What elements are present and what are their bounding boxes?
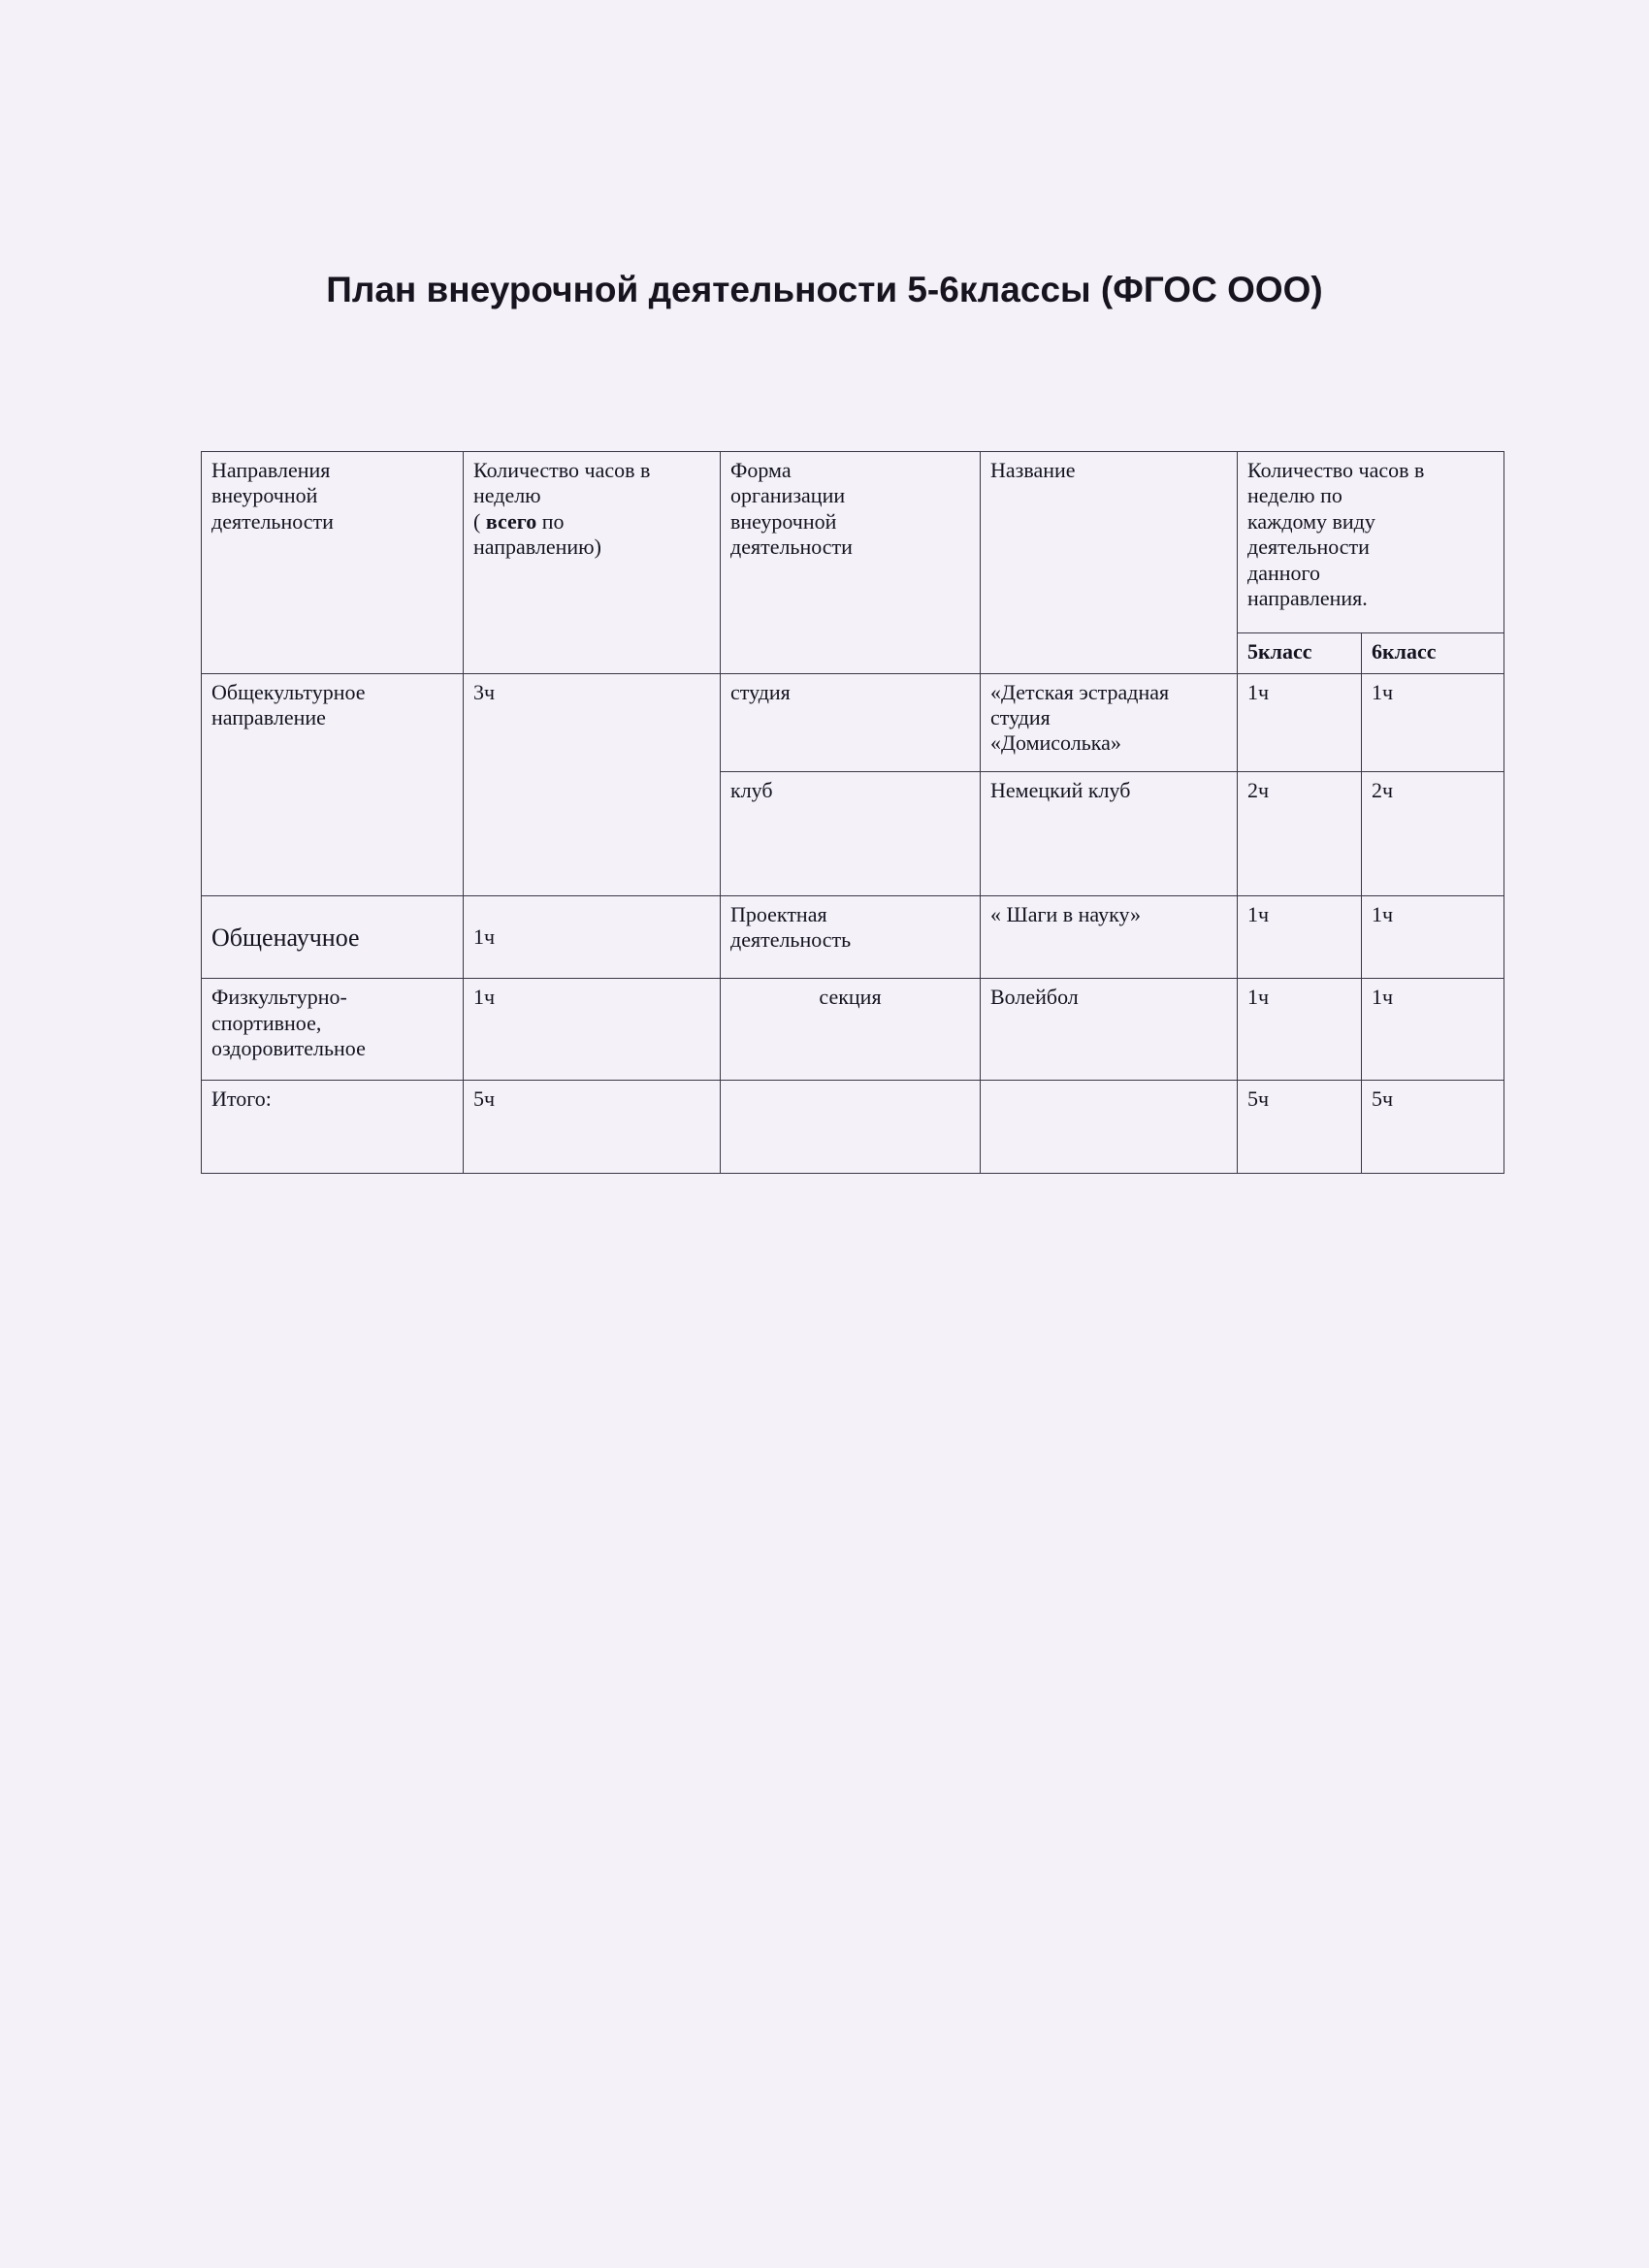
header-name: Название	[981, 452, 1238, 674]
cell-form-studio: студия	[721, 673, 981, 771]
header-row	[202, 452, 1504, 633]
cell-direction-science: Общенаучное	[202, 896, 464, 979]
cell-total-h6: 5ч	[1362, 1080, 1504, 1173]
cell-total-h5: 5ч	[1238, 1080, 1362, 1173]
cell-total-form-empty	[721, 1080, 981, 1173]
header-grade-6: 6класс	[1362, 632, 1504, 673]
cell-name-club: Немецкий клуб	[981, 772, 1238, 896]
cell-h6-studio: 1ч	[1362, 673, 1504, 771]
cell-h5-club: 2ч	[1238, 772, 1362, 896]
cell-name-sport: Волейбол	[981, 979, 1238, 1081]
cell-form-science: Проектная деятельность	[721, 896, 981, 979]
cell-name-studio: «Детская эстрадная студия «Домисолька»	[981, 673, 1238, 771]
cell-total-hours: 5ч	[464, 1080, 721, 1173]
table-row-science	[202, 896, 1504, 979]
activity-plan-table	[201, 451, 1504, 1174]
header-grade-5: 5класс	[1238, 632, 1362, 673]
cell-h5-sport: 1ч	[1238, 979, 1362, 1081]
table-row-sport	[202, 979, 1504, 1081]
cell-form-sport: секция	[721, 979, 981, 1081]
cell-hours-cultural: 3ч	[464, 673, 721, 895]
header-form: Форма организации внеурочной деятельности	[721, 452, 981, 674]
cell-h6-sport: 1ч	[1362, 979, 1504, 1081]
header-hours-each: Количество часов в неделю по каждому виду деятельности данного направления.	[1238, 452, 1504, 633]
cell-name-science: « Шаги в науку»	[981, 896, 1238, 979]
cell-h6-club: 2ч	[1362, 772, 1504, 896]
page-title: План внеурочной деятельности 5-6классы (ФГОС ООО)	[326, 270, 1323, 309]
cell-form-club: клуб	[721, 772, 981, 896]
table-row-total	[202, 1080, 1504, 1173]
cell-h5-studio: 1ч	[1238, 673, 1362, 771]
cell-total-label: Итого:	[202, 1080, 464, 1173]
header-direction: Направления внеурочной деятельности	[202, 452, 464, 674]
cell-total-name-empty	[981, 1080, 1238, 1173]
cell-direction-cultural: Общекультурное направление	[202, 673, 464, 895]
cell-h5-science: 1ч	[1238, 896, 1362, 979]
table-row-cultural-studio	[202, 673, 1504, 771]
cell-direction-sport: Физкультурно- спортивное, оздоровительное	[202, 979, 464, 1081]
header-hours-total: Количество часов в неделю ( всего по направлению)	[464, 452, 721, 674]
cell-hours-sport: 1ч	[464, 979, 721, 1081]
cell-h6-science: 1ч	[1362, 896, 1504, 979]
cell-hours-science: 1ч	[464, 896, 721, 979]
